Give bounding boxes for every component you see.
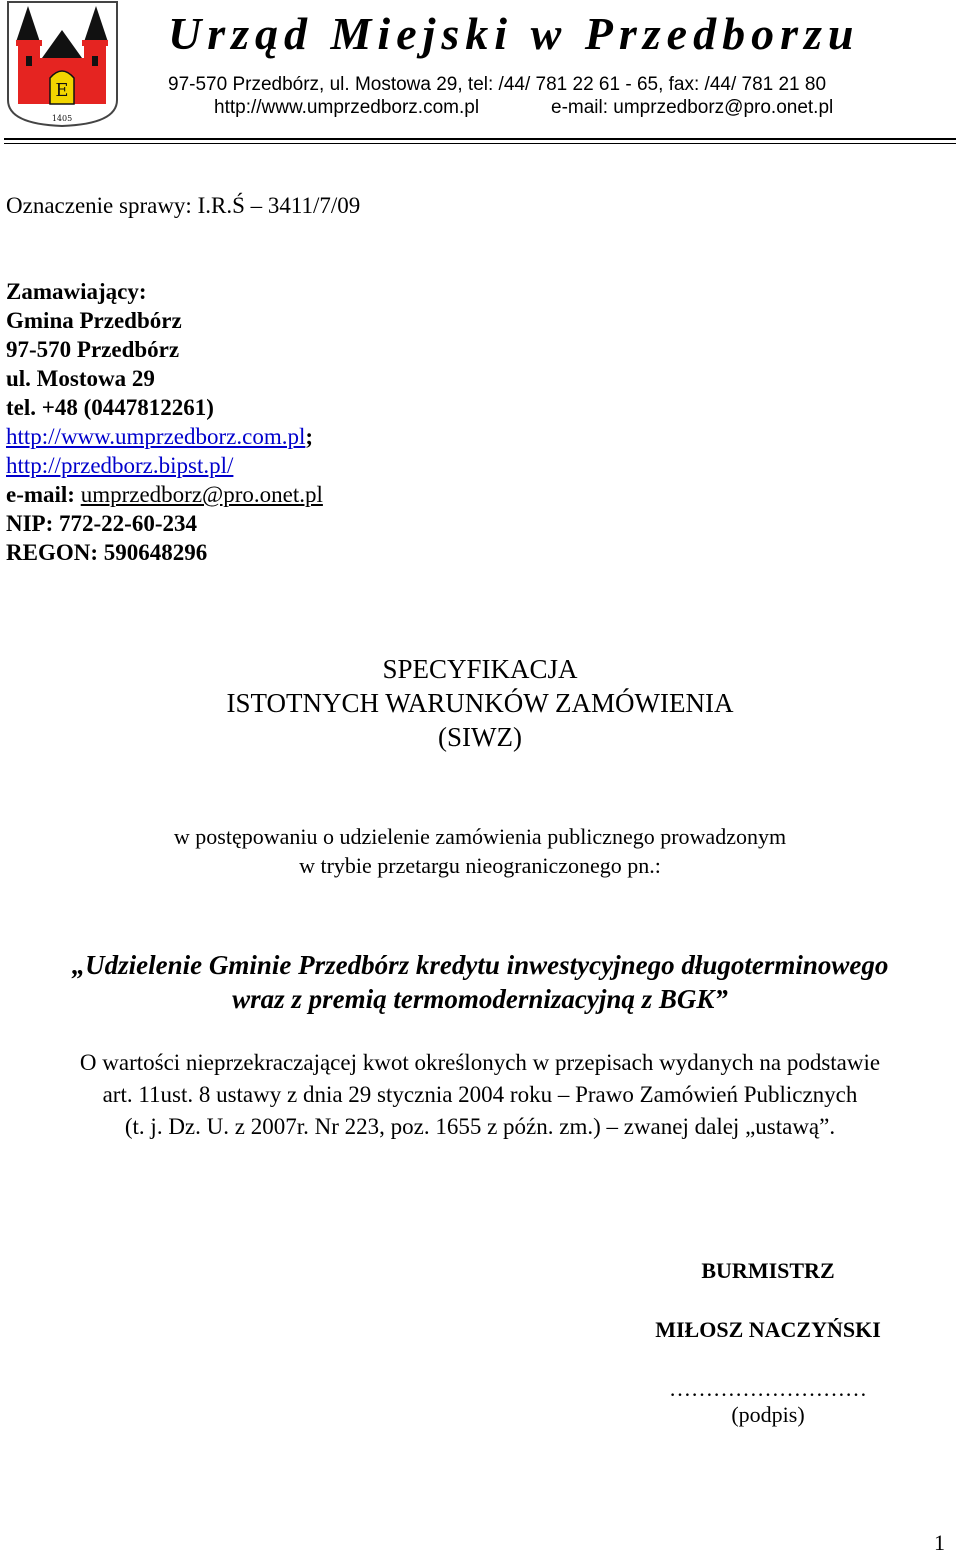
case-label: Oznaczenie sprawy: <box>6 193 192 218</box>
document-title <box>0 652 960 754</box>
office-title: Urząd Miejski w Przedborzu <box>168 8 860 59</box>
contractor-website-link[interactable]: http://www.umprzedborz.com.pl <box>6 424 306 449</box>
contractor-email-link[interactable]: umprzedborz@pro.onet.pl <box>80 482 323 507</box>
title-line-3: (SIWZ) <box>438 722 522 752</box>
contractor-label: Zamawiający: <box>6 279 147 304</box>
order-subject <box>0 948 960 1016</box>
signatory-title: BURMISTRZ <box>701 1258 835 1283</box>
header-divider-thin <box>4 143 956 144</box>
office-email[interactable]: e-mail: umprzedborz@pro.onet.pl <box>551 97 834 118</box>
svg-text:1405: 1405 <box>51 114 73 123</box>
svg-text:E: E <box>55 80 69 101</box>
title-line-2: ISTOTNYCH WARUNKÓW ZAMÓWIENIA <box>226 688 734 718</box>
subject-line-1: „Udzielenie Gminie Przedbórz kredytu inwestycyjnego długoterminowego <box>71 950 889 980</box>
contractor-postal: 97-570 Przedbórz <box>6 337 180 362</box>
signatory-name: MIŁOSZ NACZYŃSKI <box>655 1317 881 1342</box>
contractor-street: ul. Mostowa 29 <box>6 366 155 391</box>
header-divider <box>4 138 956 140</box>
signature-label: (podpis) <box>731 1402 805 1427</box>
coat-of-arms-icon <box>6 0 119 128</box>
value-line-3: (t. j. Dz. U. z 2007r. Nr 223, poz. 1655 z późn. zm.) – zwanej dalej „ustawą”. <box>124 1114 836 1139</box>
case-number: I.R.Ś – 3411/7/09 <box>197 193 361 218</box>
case-reference <box>6 193 360 219</box>
procedure-description <box>0 822 960 880</box>
title-line-1: SPECYFIKACJA <box>382 654 578 684</box>
contractor-name: Gmina Przedbórz <box>6 308 182 333</box>
page-number: 1 <box>934 1530 945 1555</box>
website-separator: ; <box>305 424 314 449</box>
value-clause <box>0 1047 960 1143</box>
signature-line: ……………………… <box>669 1376 867 1401</box>
contractor-block <box>6 277 323 567</box>
contractor-website-row <box>6 422 323 451</box>
bip-website-link[interactable]: http://przedborz.bipst.pl/ <box>6 453 234 478</box>
email-label: e-mail: <box>6 482 75 507</box>
contractor-regon: REGON: 590648296 <box>6 540 208 565</box>
contractor-phone: tel. +48 (0447812261) <box>6 395 214 420</box>
value-line-1: O wartości nieprzekraczającej kwot określonych w przepisach wydanych na podstawie <box>79 1050 881 1075</box>
procedure-line-2: w trybie przetargu nieograniczonego pn.: <box>299 853 661 878</box>
value-line-2: art. 11ust. 8 ustawy z dnia 29 stycznia 2004 roku – Prawo Zamówień Publicznych <box>102 1082 858 1107</box>
procedure-line-1: w postępowaniu o udzielenie zamówienia publicznego prowadzonym <box>173 824 787 849</box>
contractor-nip: NIP: 772-22-60-234 <box>6 511 197 536</box>
office-address: 97-570 Przedbórz, ul. Mostowa 29, tel: /44/ 781 22 61 - 65, fax: /44/ 781 21 80 <box>168 74 827 95</box>
office-website-link[interactable]: http://www.umprzedborz.com.pl <box>214 97 480 118</box>
subject-line-2: wraz z premią termomodernizacyjną z BGK” <box>232 984 728 1014</box>
contractor-email-row <box>6 480 323 509</box>
